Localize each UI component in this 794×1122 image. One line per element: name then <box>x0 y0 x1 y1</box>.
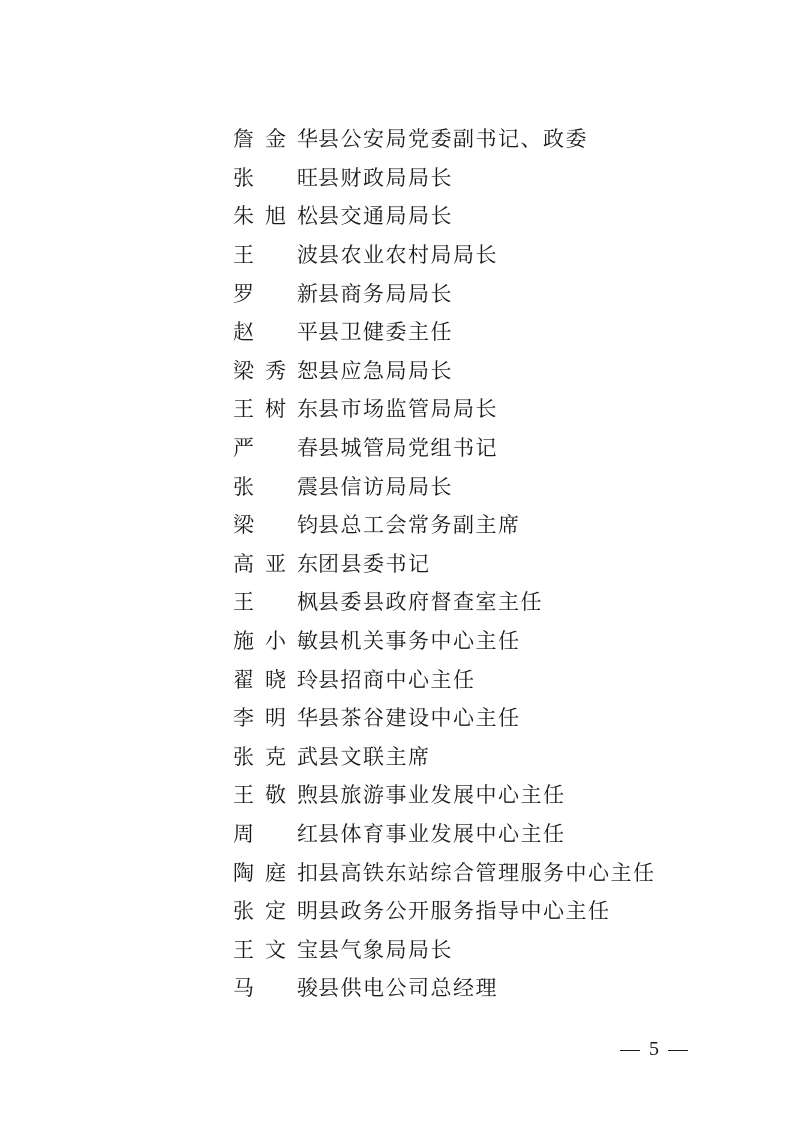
person-title: 县总工会常务副主席 <box>318 513 521 538</box>
person-name: 张 旺 <box>233 165 318 190</box>
person-name: 张 震 <box>233 474 318 499</box>
list-item <box>233 814 713 853</box>
person-title: 县交通局局长 <box>318 204 453 229</box>
list-item <box>233 196 713 235</box>
person-name: 罗 新 <box>233 281 318 306</box>
list-item <box>233 312 713 351</box>
person-title: 县高铁东站综合管理服务中心主任 <box>318 860 656 885</box>
list-item <box>233 929 713 968</box>
list-item <box>233 505 713 544</box>
person-name: 赵 平 <box>233 320 318 345</box>
list-item <box>233 582 713 621</box>
person-name: 李明华 <box>233 706 318 731</box>
person-title: 县农业农村局局长 <box>318 243 498 268</box>
person-name: 王树东 <box>233 397 318 422</box>
person-title: 县市场监管局局长 <box>318 397 498 422</box>
person-name: 梁秀恕 <box>233 358 318 383</box>
list-item <box>233 968 713 1007</box>
list-item <box>233 698 713 737</box>
list-item <box>233 659 713 698</box>
person-title: 县卫健委主任 <box>318 320 453 345</box>
page-footer <box>620 1038 688 1061</box>
list-item <box>233 852 713 891</box>
person-name: 王 枫 <box>233 590 318 615</box>
person-name: 周 红 <box>233 821 318 846</box>
person-name: 梁 钧 <box>233 513 318 538</box>
person-title: 县公安局党委副书记、政委 <box>318 127 588 152</box>
list-item <box>233 351 713 390</box>
person-title: 县商务局局长 <box>318 281 453 306</box>
list-item <box>233 235 713 274</box>
person-name: 高亚东 <box>233 551 318 576</box>
person-title: 县招商中心主任 <box>318 667 476 692</box>
page-number: 5 <box>649 1038 659 1060</box>
person-title: 县机关事务中心主任 <box>318 629 521 654</box>
person-name: 张定明 <box>233 899 318 924</box>
list-item <box>233 158 713 197</box>
person-title: 县体育事业发展中心主任 <box>318 821 566 846</box>
person-name: 马 骏 <box>233 976 318 1001</box>
dash-right <box>668 1050 688 1051</box>
list-item <box>233 466 713 505</box>
person-title: 县应急局局长 <box>318 358 453 383</box>
person-name: 严 春 <box>233 436 318 461</box>
list-item <box>233 775 713 814</box>
person-name: 施小敏 <box>233 629 318 654</box>
person-title: 县旅游事业发展中心主任 <box>318 783 566 808</box>
personnel-list <box>233 119 713 1007</box>
person-title: 县文联主席 <box>318 744 431 769</box>
person-title: 县供电公司总经理 <box>318 976 498 1001</box>
person-name: 翟晓玲 <box>233 667 318 692</box>
list-item <box>233 544 713 583</box>
list-item <box>233 119 713 158</box>
dash-left <box>620 1050 640 1051</box>
person-name: 朱旭松 <box>233 204 318 229</box>
person-title: 县委县政府督查室主任 <box>318 590 543 615</box>
person-name: 詹金华 <box>233 127 318 152</box>
person-title: 县财政局局长 <box>318 165 453 190</box>
person-title: 县气象局局长 <box>318 937 453 962</box>
person-title: 团县委书记 <box>318 551 431 576</box>
person-name: 陶庭扣 <box>233 860 318 885</box>
list-item <box>233 737 713 776</box>
person-title: 县信访局局长 <box>318 474 453 499</box>
list-item <box>233 891 713 930</box>
list-item <box>233 621 713 660</box>
person-name: 张克武 <box>233 744 318 769</box>
person-title: 县政务公开服务指导中心主任 <box>318 899 611 924</box>
list-item <box>233 428 713 467</box>
person-name: 王敬煦 <box>233 783 318 808</box>
list-item <box>233 389 713 428</box>
list-item <box>233 273 713 312</box>
person-title: 县城管局党组书记 <box>318 436 498 461</box>
person-name: 王 波 <box>233 243 318 268</box>
person-name: 王文宝 <box>233 937 318 962</box>
person-title: 县茶谷建设中心主任 <box>318 706 521 731</box>
